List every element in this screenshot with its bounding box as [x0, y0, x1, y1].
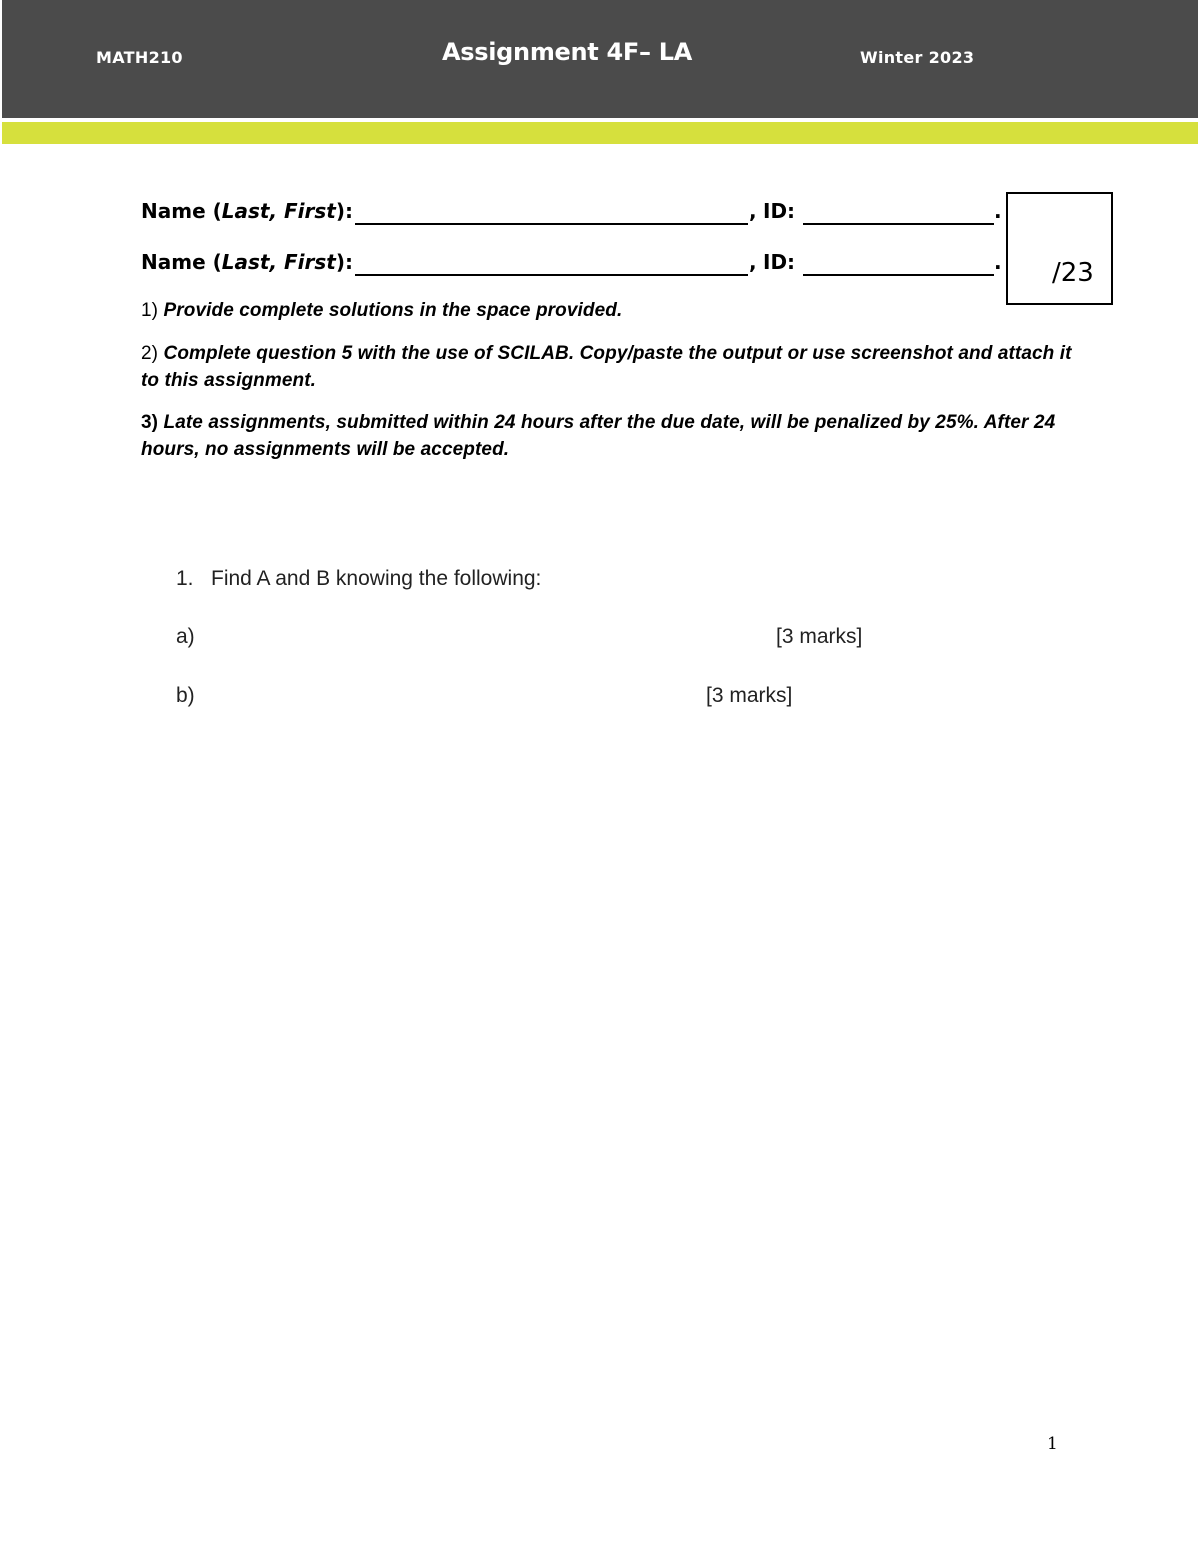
comma: , — [749, 199, 757, 223]
part-b-marks: [3 marks] — [706, 684, 793, 707]
id-label: ID: — [763, 250, 796, 274]
id-label: ID: — [763, 199, 796, 223]
name-input-line[interactable] — [355, 223, 748, 225]
accent-bar — [2, 122, 1198, 144]
instruction-2 — [141, 340, 1081, 394]
id-input-line[interactable] — [803, 274, 994, 276]
header-bar — [2, 0, 1198, 118]
name-field-row-2 — [141, 250, 1002, 280]
instruction-text: Provide complete solutions in the space provided. — [163, 300, 623, 321]
name-label: Name (Last, First): — [141, 199, 354, 223]
period: . — [994, 250, 1002, 274]
name-label: Name (Last, First): — [141, 250, 354, 274]
instruction-text: Complete question 5 with the use of SCILAB. Copy/paste the output or use screenshot and attach it to this assignment. — [141, 343, 1072, 391]
instruction-3 — [141, 409, 1081, 463]
instruction-number: 1) — [141, 300, 159, 321]
score-box — [1006, 192, 1113, 305]
page-number: 1 — [1047, 1434, 1058, 1454]
instruction-1 — [141, 297, 1081, 324]
question-number: 1. — [176, 567, 194, 590]
name-field-row-1 — [141, 199, 1002, 229]
part-a-marks: [3 marks] — [776, 625, 863, 648]
part-b-label: b) — [176, 684, 195, 707]
question-text: Find A and B knowing the following: — [211, 567, 542, 590]
id-input-line[interactable] — [803, 223, 994, 225]
term: Winter 2023 — [860, 48, 975, 67]
name-input-line[interactable] — [355, 274, 748, 276]
comma: , — [749, 250, 757, 274]
instruction-text: Late assignments, submitted within 24 hours after the due date, will be penalized by 25%. After 24 hours, no assignments will be accepted. — [141, 412, 1056, 460]
part-a-label: a) — [176, 625, 195, 648]
course-code: MATH210 — [96, 48, 183, 67]
score-total: /23 — [1052, 258, 1094, 288]
instruction-number: 3) — [141, 412, 159, 433]
instruction-number: 2) — [141, 343, 159, 364]
assignment-title: Assignment 4F– LA — [442, 38, 693, 66]
period: . — [994, 199, 1002, 223]
